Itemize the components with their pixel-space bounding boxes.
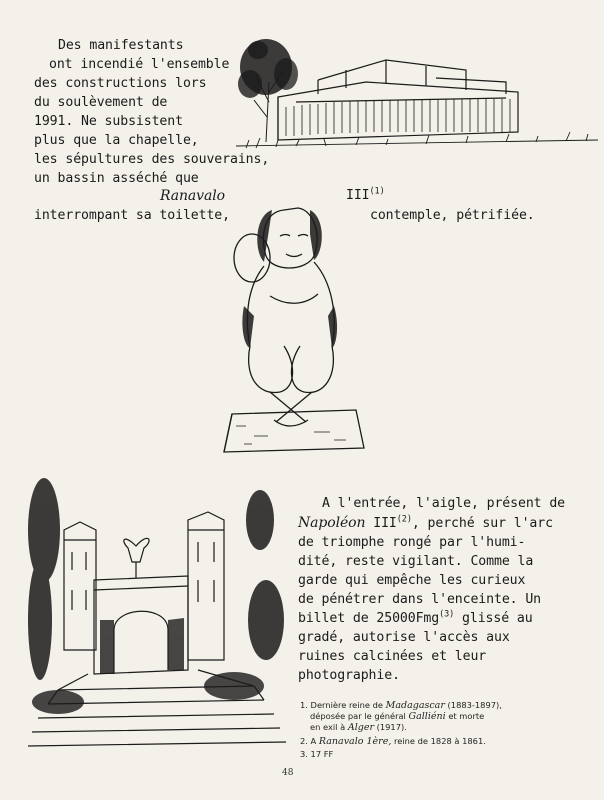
text-line: ont incendié l'ensemble [49, 57, 230, 72]
text-line: contemple, pétrifiée. [370, 208, 535, 223]
triumphal-gate-drawing [28, 470, 286, 760]
text-line: Des manifestants [58, 38, 184, 53]
text-line: un bassin asséché que [34, 171, 199, 186]
text-line: A l'entrée, l'aigle, présent de [322, 496, 566, 511]
footnote-1-line-3: en exil à Alger (1917). [310, 722, 407, 733]
footnote-2: 2. A Ranavalo 1ère, reine de 1828 à 1861. [300, 736, 486, 747]
text-line: photographie. [298, 668, 400, 683]
text-line: garde qui empêche les curieux [298, 573, 526, 588]
footnote-1-line-2: déposée par le général Galliéni et morte [310, 711, 485, 722]
text-line: 1991. Ne subsistent [34, 114, 183, 129]
text-line: plus que la chapelle, [34, 133, 199, 148]
footnote-3: 3. 17 FF [300, 749, 334, 759]
text-line: gradé, autorise l'accès aux [298, 630, 510, 645]
handwritten-name: Napoléon [298, 515, 366, 531]
text-line: des constructions lors [34, 76, 207, 91]
text-line: du soulèvement de [34, 95, 168, 110]
text-line: interrompant sa toilette, [34, 208, 230, 223]
queen-number: III$^{(1)}$ [346, 186, 385, 203]
page-number: 48 [282, 768, 294, 778]
text-line: les sépultures des souverains, [34, 152, 270, 167]
text-line: de pénétrer dans l'enceinte. Un [298, 592, 542, 607]
billet-line: billet de 25000Fmg$^{(3)}$ glissé au [298, 609, 533, 626]
footnote-1-line-1: 1. Dernière reine de Madagascar (1883-1897), [300, 700, 502, 711]
text-line: ruines calcinées et leur [298, 649, 487, 664]
queen-statue-drawing [214, 196, 374, 460]
handwritten-name: Ranavalo [160, 188, 225, 204]
text-line: de triomphe rongé par l'humi- [298, 535, 526, 550]
text-line: dité, reste vigilant. Comme la [298, 554, 534, 569]
palace-ruin-drawing [236, 22, 598, 152]
napoleon-line: Napoléon III$^{(2)}$, perché sur l'arc [298, 514, 553, 531]
